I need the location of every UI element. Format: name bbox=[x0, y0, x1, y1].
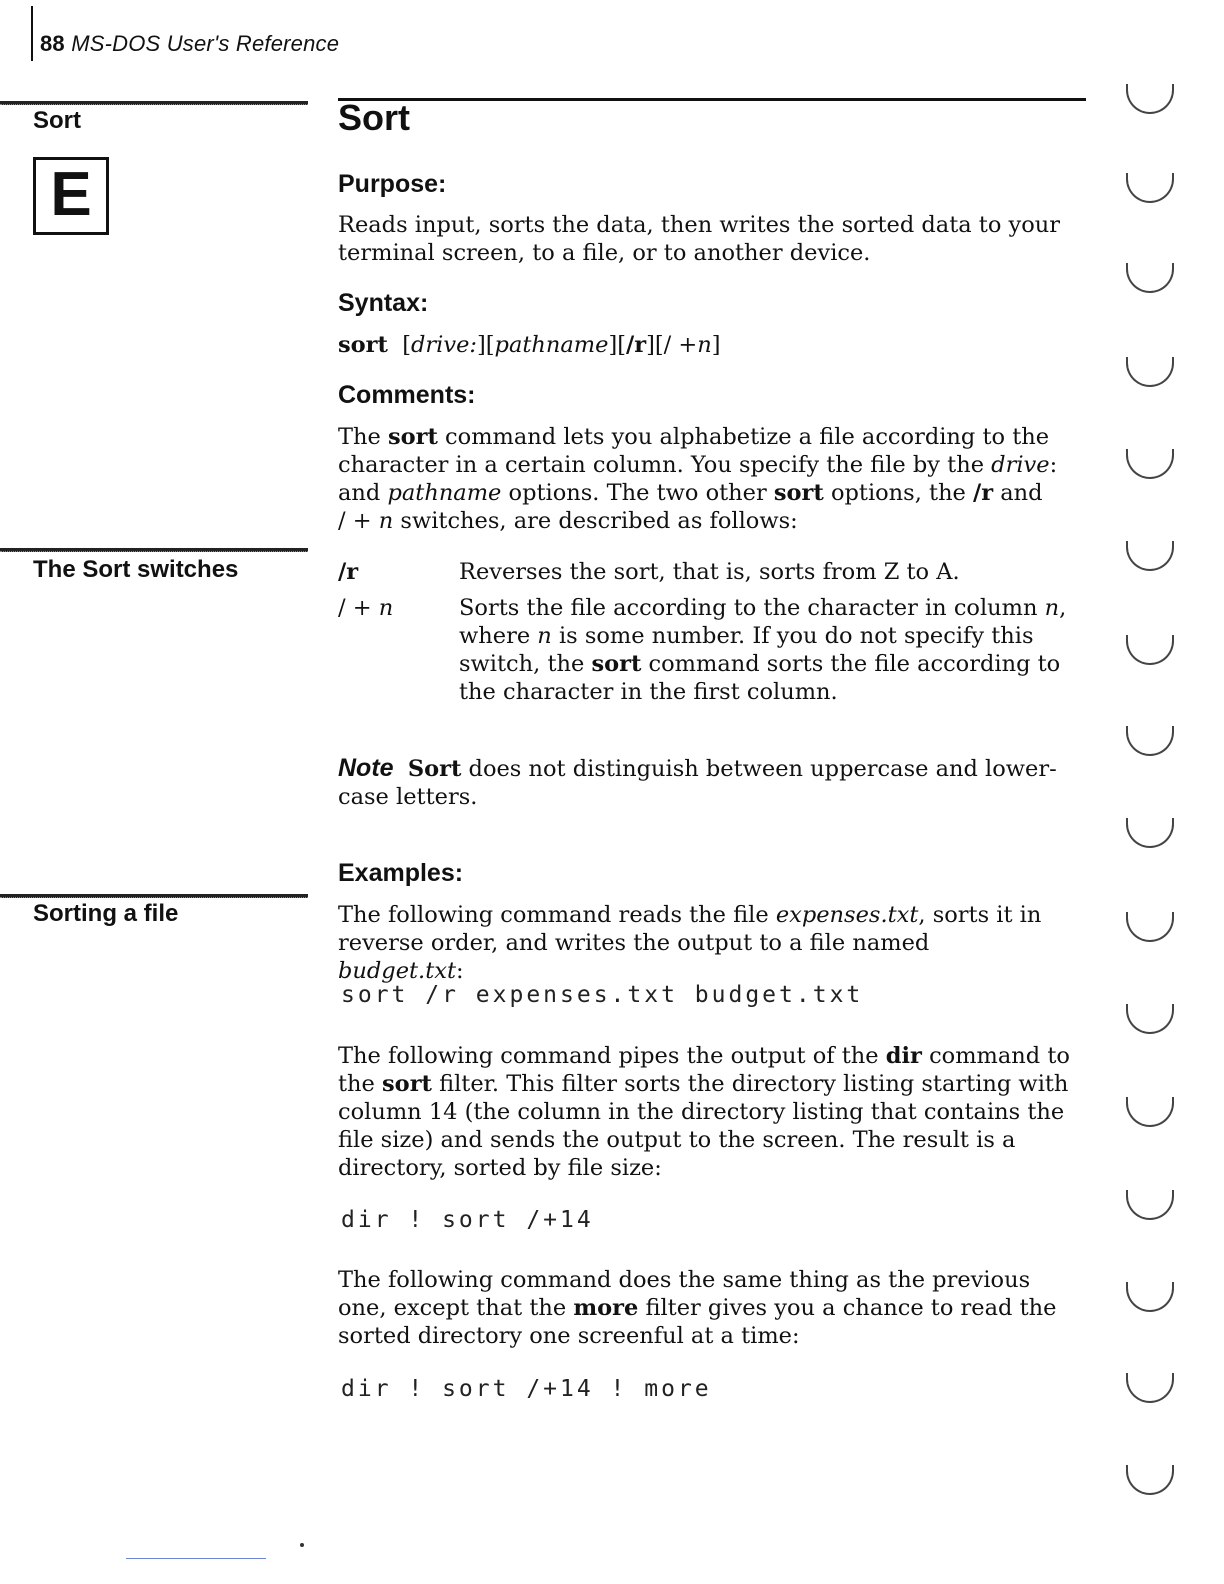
scan-speck bbox=[300, 1543, 304, 1547]
ex2-b1: dir bbox=[885, 1043, 922, 1069]
switch-n-key-prefix: / + bbox=[338, 595, 379, 621]
page-title: Sort bbox=[338, 97, 410, 138]
ex1-t1: The following command reads the file bbox=[338, 902, 776, 928]
comments-b2: sort bbox=[773, 480, 824, 506]
note-paragraph bbox=[338, 754, 1058, 811]
switch-n-t4: command sorts the file according to the character in the first column. bbox=[459, 651, 1061, 705]
syntax-switch-n-var: n bbox=[697, 332, 712, 358]
sidebar-heading-sort: Sort bbox=[33, 107, 81, 134]
sidebar-rule-sort bbox=[0, 101, 308, 105]
sidebar-heading-switches: The Sort switches bbox=[33, 556, 239, 583]
binding-ring bbox=[1126, 635, 1174, 665]
ex1-i1: expenses.txt bbox=[775, 902, 919, 928]
syntax-switch-n-prefix: / + bbox=[663, 332, 698, 358]
syntax-line: sort [drive:][pathname][/r][/ +n] bbox=[338, 332, 721, 358]
binding-ring bbox=[1126, 1282, 1174, 1312]
binding-ring bbox=[1126, 173, 1174, 203]
binding-ring bbox=[1126, 1004, 1174, 1034]
code-example-1: sort /r expenses.txt budget.txt bbox=[341, 982, 864, 1008]
comments-t8: switches, are described as follows: bbox=[393, 508, 798, 534]
switch-n-t3: is some number. If you do not specify this switch, the bbox=[459, 623, 1034, 677]
purpose-heading: Purpose: bbox=[338, 170, 447, 198]
ex2-t2: command to the bbox=[338, 1043, 1070, 1097]
switch-n-t2: , where bbox=[459, 595, 1067, 649]
binding-ring bbox=[1126, 1465, 1174, 1495]
switch-n-i2: n bbox=[537, 623, 552, 649]
ex1-t3: : bbox=[455, 958, 464, 984]
comments-t3: : and bbox=[338, 452, 1058, 506]
switch-r-key-text: /r bbox=[338, 559, 359, 585]
switch-n-t1: Sorts the file according to the character in column bbox=[459, 595, 1045, 621]
binding-ring bbox=[1126, 84, 1174, 114]
binding-ring bbox=[1126, 357, 1174, 387]
comments-heading: Comments: bbox=[338, 381, 476, 409]
binding-ring bbox=[1126, 541, 1174, 571]
switch-r-desc: Reverses the sort, that is, sorts from Z to A. bbox=[459, 559, 960, 585]
comments-t4: options. The two other bbox=[501, 480, 774, 506]
comments-i2: pathname bbox=[387, 480, 502, 506]
binding-ring bbox=[1126, 726, 1174, 756]
switch-n-key-var: n bbox=[378, 595, 394, 621]
binding-ring bbox=[1126, 818, 1174, 848]
example3-text bbox=[338, 1266, 1083, 1350]
binding-ring bbox=[1126, 449, 1174, 479]
syntax-heading: Syntax: bbox=[338, 289, 429, 317]
binding-ring bbox=[1126, 912, 1174, 942]
binding-ring bbox=[1126, 1097, 1174, 1127]
example1-text bbox=[338, 901, 1048, 985]
ex1-i2: budget.txt bbox=[338, 958, 456, 984]
comments-t5: options, the bbox=[823, 480, 974, 506]
ex3-b1: more bbox=[573, 1295, 639, 1321]
comments-t1: The bbox=[338, 424, 388, 450]
section-badge: E bbox=[33, 157, 109, 235]
comments-t2: command lets you alphabetize a file according to the character in a certain column. You specify the file by the bbox=[338, 424, 1050, 478]
binding-ring bbox=[1126, 1373, 1174, 1403]
ex1-t2: , sorts it in reverse order, and writes the output to a file named bbox=[338, 902, 1042, 956]
title-rule bbox=[338, 98, 1086, 101]
syntax-command: sort bbox=[338, 332, 388, 358]
switch-n-i1: n bbox=[1044, 595, 1060, 621]
ex3-t2: filter gives you a chance to read the sorted directory one screenful at a time: bbox=[338, 1295, 1057, 1349]
sidebar-rule-switches bbox=[0, 548, 308, 552]
ex2-t3: filter. This filter sorts the directory listing starting with column 14 (the column in the directory listing that contains the file size) and sends the output to the screen. The result is a directory, sorted by file size: bbox=[338, 1071, 1069, 1181]
book-title: MS-DOS User's Reference bbox=[71, 31, 340, 56]
header-margin-bar bbox=[31, 6, 33, 61]
binding-ring bbox=[1126, 1190, 1174, 1220]
comments-text bbox=[338, 423, 1083, 535]
comments-b3: /r bbox=[973, 480, 994, 506]
ex2-t1: The following command pipes the output of the bbox=[338, 1043, 886, 1069]
sidebar-heading-sorting: Sorting a file bbox=[33, 900, 179, 927]
code-example-2: dir ! sort /+14 bbox=[341, 1207, 594, 1233]
note-text: does not distinguish between uppercase and lower-case letters. bbox=[338, 756, 1057, 810]
binding-ring bbox=[1126, 263, 1174, 293]
comments-t7: / + bbox=[338, 508, 379, 534]
ex3-t1: The following command does the same thing as the previous one, except that the bbox=[338, 1267, 1031, 1321]
syntax-drive: drive: bbox=[411, 332, 477, 358]
note-label: Note bbox=[338, 754, 394, 782]
footer-rule bbox=[126, 1558, 266, 1559]
switch-n-b1: sort bbox=[591, 651, 642, 677]
note-bold: Sort bbox=[407, 756, 462, 782]
examples-heading: Examples: bbox=[338, 859, 464, 887]
syntax-pathname: pathname bbox=[494, 332, 609, 358]
comments-b1: sort bbox=[387, 424, 438, 450]
sidebar-rule-sorting bbox=[0, 894, 308, 898]
comments-t6: and bbox=[993, 480, 1043, 506]
comments-i3: n bbox=[378, 508, 394, 534]
running-header bbox=[40, 31, 339, 57]
comments-i1: drive bbox=[991, 452, 1050, 478]
code-example-3: dir ! sort /+14 ! more bbox=[341, 1376, 712, 1402]
syntax-switch-r: /r bbox=[626, 332, 647, 358]
switch-n-desc bbox=[459, 594, 1069, 706]
switch-r-key bbox=[338, 558, 358, 586]
page-number: 88 bbox=[40, 31, 65, 56]
switch-n-key bbox=[338, 594, 393, 622]
purpose-text: Reads input, sorts the data, then writes the sorted data to your terminal screen, to a file, or to another device. bbox=[338, 212, 1061, 266]
ex2-b2: sort bbox=[382, 1071, 432, 1097]
example2-text bbox=[338, 1042, 1083, 1182]
